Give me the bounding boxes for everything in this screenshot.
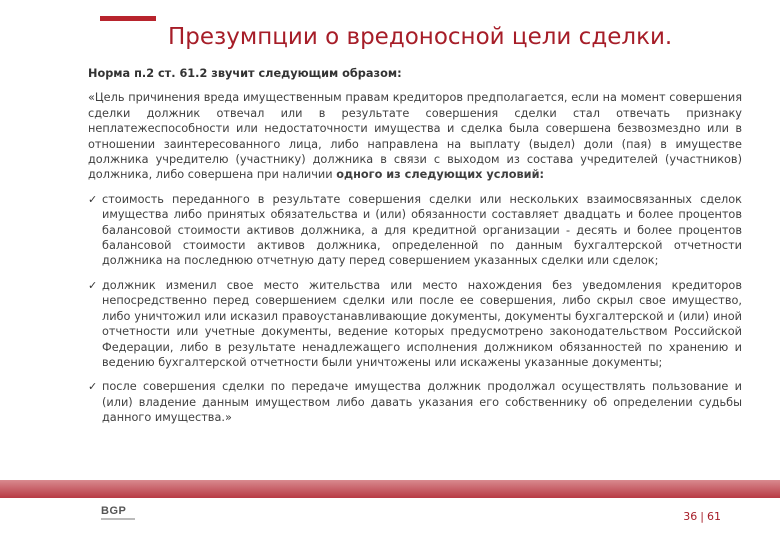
condition-text: стоимость переданного в результате совершения сделки или нескольких взаимосвязанных сделок имущества либо принятых обязательства и (или) обязанности составляет двадцать и более процентов балансовой стоимости активов должника, а для кредитной организации - десять и более процентов балансовой стоимости активов должника, определенной по данным бухгалтерской отчетности должника на последнюю отчетную дату перед совершением указанных сделки или сделок; — [102, 192, 742, 268]
condition-item-3 — [88, 379, 742, 425]
intro-text: «Цель причинения вреда имущественным правам кредиторов предполагается, если на момент совершения сделки должник отвечал или в результате совершения сделки стал отвечать признаку неплатежеспособности или недостаточности имущества и сделка была совершена безвозмездно или в отношении заинтересованного лица, либо направлена на выплату (выдел) доли (пая) в имуществе должника учредителю (участнику) должника в связи с выходом из состава учредителей (участников) должника, либо совершена при наличии — [88, 91, 742, 182]
intro-bold-text: одного из следующих условий: — [336, 168, 544, 182]
slide-content — [88, 66, 742, 435]
slide-title: Презумпции о вредоносной цели сделки. — [168, 24, 673, 50]
condition-item-2 — [88, 278, 742, 370]
norm-heading: Норма п.2 ст. 61.2 звучит следующим образом: — [88, 67, 402, 80]
page-separator: | — [700, 510, 704, 523]
intro-paragraph — [88, 90, 742, 182]
footer-band — [0, 480, 780, 498]
company-logo: BGP — [101, 505, 127, 517]
checkmark-icon: ✓ — [88, 192, 98, 206]
title-accent-bar — [100, 16, 156, 21]
condition-item-1 — [88, 192, 742, 269]
checkmark-icon: ✓ — [88, 278, 98, 292]
page-current: 36 — [683, 510, 698, 523]
page-number — [683, 510, 721, 523]
condition-text: должник изменил свое место жительства или место нахождения без уведомления кредиторов непосредственно перед совершением сделки или после ее совершения, либо скрыл свое имущество, либо уничтожил или исказил правоустанавливающие документы, документы бухгалтерской и (или) иной отчетности или учетные документы, ведение которых предусмотрено законодательством Российской Федерации, либо в результате ненадлежащего исполнения должником обязанностей по хранению и ведению бухгалтерской отчетности были уничтожены или искажены указанные документы; — [102, 278, 742, 369]
checkmark-icon: ✓ — [88, 380, 98, 394]
logo-underline — [101, 518, 135, 520]
condition-text: после совершения сделки по передаче имущества должник продолжал осуществлять пользование и (или) владение данным имуществом либо давать указания его собственнику об определении судьбы данного имущества.» — [102, 380, 742, 425]
page-total: 61 — [707, 510, 721, 523]
